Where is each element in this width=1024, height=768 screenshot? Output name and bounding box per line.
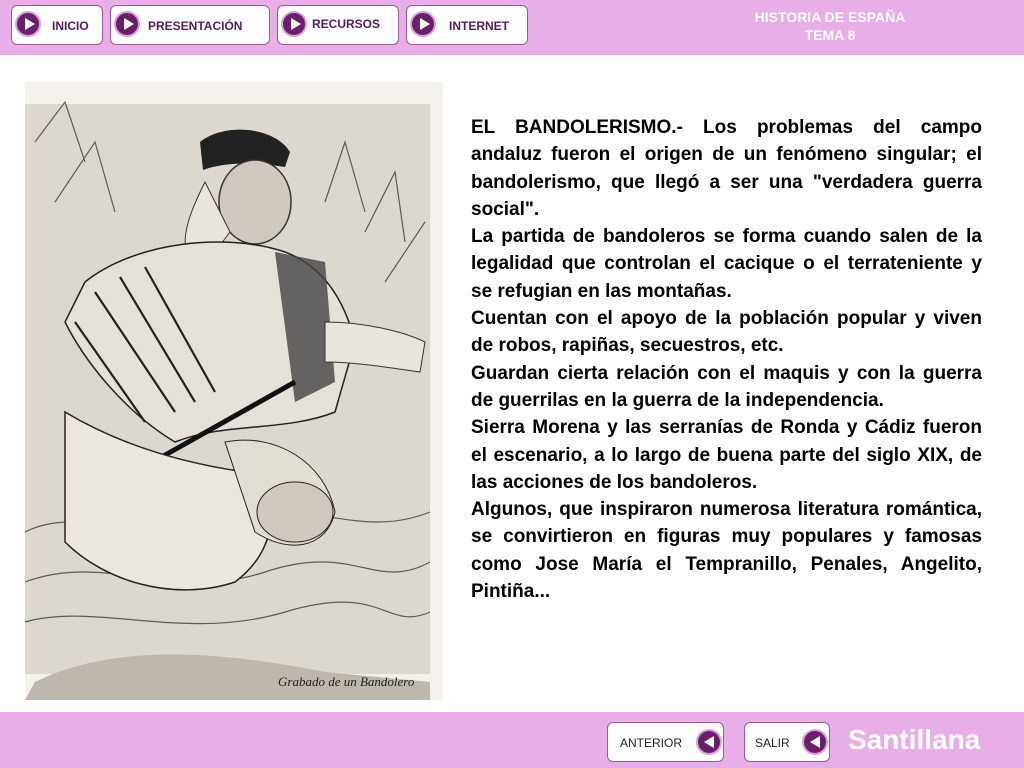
title-line-2: TEMA 8	[804, 27, 856, 43]
anterior-button[interactable]	[607, 722, 724, 762]
inicio-label: INICIO	[52, 19, 89, 33]
internet-label: INTERNET	[449, 19, 509, 33]
paragraph-2: La partida de bandoleros se forma cuando salen de la legalidad que controlan el cacique o el terrateniente y se refugian en las montañas.	[471, 226, 982, 302]
recursos-button[interactable]	[277, 5, 399, 45]
back-arrow-icon	[696, 729, 722, 755]
play-arrow-icon	[15, 11, 41, 37]
recursos-label: RECURSOS	[312, 17, 381, 31]
play-arrow-icon	[281, 11, 307, 37]
image-caption: Grabado de un Bandolero	[278, 674, 415, 689]
bandolero-engraving	[25, 82, 443, 700]
paragraph-1: EL BANDOLERISMO.- Los problemas del campo andaluz fueron el origen de un fenómeno singular; el bandolerismo, que llegó a ser una "verdadera guerra social".	[471, 117, 982, 220]
engraving-illustration	[25, 82, 443, 700]
paragraph-4: Guardan cierta relación con el maquis y con la guerra de guerrilas en la guerra de la independencia.	[471, 362, 982, 411]
paragraph-5: Sierra Morena y las serranías de Ronda y Cádiz fueron el escenario, a lo largo de buena parte del siglo XIX, de las acciones de los bandoleros.	[471, 417, 982, 493]
presentacion-label: PRESENTACIÓN	[148, 19, 243, 33]
inicio-button[interactable]	[11, 5, 103, 45]
santillana-logo: Santillana	[848, 724, 981, 755]
back-arrow-icon	[802, 729, 828, 755]
play-arrow-icon	[114, 11, 140, 37]
internet-button[interactable]	[406, 5, 528, 45]
salir-label: SALIR	[755, 736, 790, 750]
presentacion-button[interactable]	[110, 5, 270, 45]
content-text	[471, 114, 982, 605]
page-title	[740, 8, 920, 44]
play-arrow-icon	[410, 11, 436, 37]
salir-button[interactable]	[744, 722, 830, 762]
title-line-1: HISTORIA DE ESPAÑA	[754, 9, 906, 25]
anterior-label: ANTERIOR	[620, 736, 683, 750]
paragraph-6: Algunos, que inspiraron numerosa literatura romántica, se convirtieron en figuras muy populares y famosas como Jose María el Tempranillo, Penales, Angelito, Pintiña...	[471, 499, 982, 603]
paragraph-3: Cuentan con el apoyo de la población popular y viven de robos, rapiñas, secuestros, etc.	[471, 308, 982, 357]
